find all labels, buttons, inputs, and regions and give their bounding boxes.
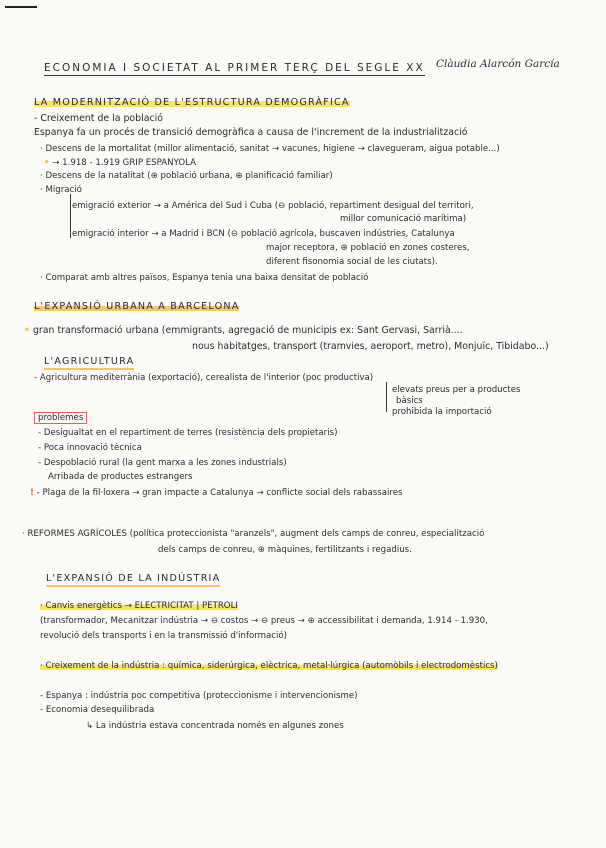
- grip-line: • → 1.918 - 1.919 GRIP ESPANYOLA: [44, 158, 196, 168]
- emigracio-interior-cont2: diferent fisonomia social de les ciutats).: [266, 257, 438, 267]
- problema-productes-estrangers: Arribada de productes estrangers: [48, 472, 193, 482]
- problema-innovacio: - Poca innovació tècnica: [38, 443, 142, 453]
- densitat-line: · Comparat amb altres països, Espanya tenia una baixa densitat de població: [40, 273, 369, 283]
- section-heading-expansio-urbana: L'EXPANSIÓ URBANA A BARCELONA: [34, 301, 240, 312]
- industria-concentrada: ↳ La indústria estava concentrada només en algunes zones: [86, 721, 344, 731]
- canvis-energetics-detail: (transformador, Mecanitzar indústria → ⊖ costos → ⊖ preus → ⊕ accessibilitat i demanda, 1.914 - 1.930,: [40, 616, 488, 626]
- top-pen-stroke: [5, 6, 37, 8]
- reformes-agricoles-line1: · REFORMES AGRÍCOLES (política proteccionista "aranzels", augment dels camps de conreu, especialització: [22, 529, 485, 539]
- demografia-intro: Espanya fa un procés de transició demogràfica a causa de l'increment de la industrialització: [34, 127, 468, 138]
- agricultura-branch1b: bàsics: [396, 396, 423, 406]
- section-heading-demografia: LA MODERNITZACIÓ DE L'ESTRUCTURA DEMOGRÀFICA: [34, 97, 350, 108]
- problema-desigualtat: - Desigualtat en el repartiment de terres (resistència dels propietaris): [38, 428, 338, 438]
- espanya-industria: - Espanya : indústria poc competitiva (proteccionisme i intervencionisme): [40, 691, 358, 701]
- natalitat-line: · Descens de la natalitat (⊕ població urbana, ⊕ planificació familiar): [40, 171, 333, 181]
- author-name: Clàudia Alarcón García: [436, 58, 560, 70]
- reformes-agricoles-line2: dels camps de conreu, ⊕ màquines, fertilitzants i regadius.: [158, 545, 412, 555]
- creixement-label: - Creixement de la població: [34, 113, 163, 124]
- problema-filloxera: ! - Plaga de la fil·loxera → gran impacte a Catalunya → conflicte social dels rabassaires: [30, 488, 403, 498]
- transformacio-urbana-line2: nous habitatges, transport (tramvies, aeroport, metro), Monjuïc, Tibidabo...): [192, 341, 549, 352]
- agricultura-branch1: elevats preus per a productes: [392, 385, 521, 395]
- section-heading-agricultura: L'AGRICULTURA: [44, 356, 134, 368]
- agricultura-bracket: [386, 382, 387, 412]
- canvis-energetics: · Canvis energètics → ELECTRICITAT | PETROLI: [40, 601, 238, 611]
- emigracio-interior: emigració interior → a Madrid i BCN (⊖ població agrícola, buscaven indústries, Catalunya: [72, 229, 455, 239]
- transformacio-urbana-line1: • gran transformació urbana (emmigrants, agregació de municipis ex: Sant Gervasi, Sarrià....: [24, 325, 463, 336]
- migracio-bracket: [70, 194, 71, 238]
- problema-despoblacio: - Despoblació rural (la gent marxa a les zones industrials): [38, 458, 287, 468]
- emigracio-exterior: emigració exterior → a América del Sud i Cuba (⊖ població, repartiment desigual del territori,: [72, 201, 474, 211]
- agricultura-line: - Agricultura mediterrània (exportació), cerealista de l'interior (poc productiva): [34, 373, 374, 383]
- agricultura-branch2: prohibida la importació: [392, 407, 492, 417]
- problemes-label: problemes: [34, 412, 87, 424]
- mortalitat-line: · Descens de la mortalitat (millor alimentació, sanitat → vacunes, higiene → clavegueram, aigua potable...): [40, 144, 500, 154]
- economia-desequilibrada: - Economia desequilibrada: [40, 705, 155, 715]
- creixement-industria: · Creixement de la indústria : química, siderúrgica, elèctrica, metal·lúrgica (automòbils i electrodomèstics): [40, 661, 498, 671]
- page-title: ECONOMIA I SOCIETAT AL PRIMER TERÇ DEL SEGLE XX: [44, 62, 425, 74]
- emigracio-interior-cont: major receptora, ⊕ població en zones costeres,: [266, 243, 470, 253]
- emigracio-exterior-cont: millor comunicació marítima): [340, 214, 467, 224]
- section-heading-industria: L'EXPANSIÓ DE LA INDÚSTRIA: [46, 573, 220, 585]
- canvis-energetics-detail2: revolució dels transports i en la transmissió d'informació): [40, 631, 287, 641]
- migracio-label: · Migració: [40, 185, 82, 195]
